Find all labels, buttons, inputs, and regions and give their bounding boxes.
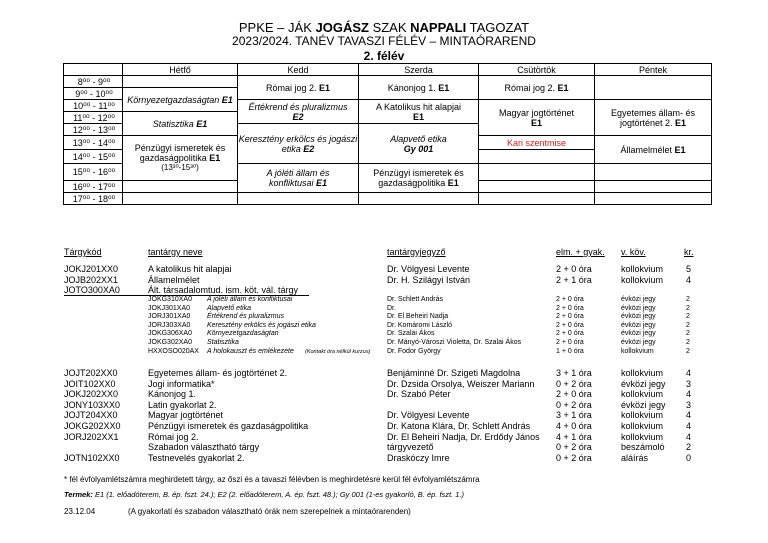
course-teacher: Dr. Völgyesi Levente (387, 410, 470, 421)
course-name: Szabadon választható tárgy (148, 442, 260, 453)
empty-cell (479, 181, 595, 193)
column-header: v. köv. (621, 247, 646, 257)
course-name: Latin gyakorlat 2. (148, 399, 217, 410)
course-hours: 4 + 0 óra (556, 421, 592, 431)
course-cr: 2 (686, 330, 690, 338)
time-slot: 12⁰⁰ - 13⁰⁰ (64, 124, 123, 136)
day-header: Péntek (595, 64, 712, 76)
course-name: Ált. társadalomtud. ism. köt. vál. tárgy (148, 285, 299, 295)
course-name: Alapvető etika (207, 304, 251, 312)
course-cr: 2 (686, 339, 690, 346)
course-name: A jóléti állam és konfliktusai (207, 296, 293, 303)
course-hours: 0 + 2 óra (556, 452, 592, 463)
course-teacher: Dr. El Beheiri Nadja, Dr. Erdődy János (387, 431, 540, 442)
class-cell: Statisztika E1 (123, 112, 238, 136)
course-exam: aláírás (621, 452, 649, 463)
course-code: JOKJ301XA0 (148, 304, 191, 312)
time-slot: 14⁰⁰ - 15⁰⁰ (64, 150, 123, 164)
class-cell: Környezetgazdaságtan E1 (123, 88, 238, 112)
course-cr: 2 (686, 313, 690, 321)
class-cell: Római jog 2. E1 (479, 76, 595, 100)
course-teacher: Benjáminné Dr. Szigeti Magdolna (387, 368, 521, 378)
time-slot: 11⁰⁰ - 12⁰⁰ (64, 112, 123, 124)
column-header: tantárgyjegyző (387, 247, 446, 257)
course-cr: 2 (686, 296, 690, 303)
course-name: Római jog 2. (148, 431, 199, 442)
course-teacher: Dr. Schlett András (387, 296, 444, 303)
course-name: Keresztény erkölcs és jogászi etika (207, 321, 316, 329)
timetable (63, 63, 712, 205)
course-name: Államelmélet (148, 274, 200, 285)
course-code: JOKG310XA0 (148, 296, 192, 303)
course-exam: évközi jegy (621, 296, 656, 303)
empty-cell (595, 181, 712, 193)
course-exam: évközi jegy (621, 399, 666, 410)
class-cell: Egyetemes állam- és jogtörténet 2. E1 (595, 100, 712, 136)
course-exam: kollokvium (621, 264, 664, 274)
course-teacher: Draskóczy Imre (387, 452, 450, 463)
time-slot: 8⁰⁰ - 9⁰⁰ (64, 76, 123, 88)
timetable-header-row (64, 64, 712, 76)
course-code: JOKJ201XX0 (64, 264, 119, 274)
course-hours: 0 + 2 óra (556, 442, 592, 453)
day-header: Szerda (359, 64, 479, 76)
course-code: JOJB202XX1 (64, 274, 119, 285)
course-note: (Kontakt óra nélkül kurzus) (305, 349, 371, 355)
course-exam: évközi jegy (621, 339, 656, 346)
course-hours: 2 + 0 óra (556, 339, 584, 346)
day-header: Csütörtök (479, 64, 595, 76)
empty-cell (479, 193, 595, 205)
class-cell: Értékrend és pluralizmus E2 (238, 100, 359, 124)
class-cell: Kánonjog 1. E1 (359, 76, 479, 100)
empty-cell (359, 193, 479, 205)
course-code: JOTO300XA0 (64, 285, 120, 295)
course-hours: 2 + 0 óra (556, 321, 584, 329)
empty-cell (123, 181, 238, 193)
class-cell: Magyar jogtörténet E1 (479, 100, 595, 136)
course-teacher: Dr. Fodor György (387, 348, 441, 355)
course-cr: 4 (686, 421, 692, 431)
course-hours: 2 + 0 óra (556, 389, 592, 400)
course-name: Statisztika (207, 339, 239, 346)
class-cell: Pénzügyi ismeretek és gazdaságpolitika E1 (13³⁰-15³⁰) (123, 136, 238, 181)
course-cr: 3 (686, 378, 692, 389)
course-code: JORJ303XA0 (148, 321, 191, 329)
course-cr: 4 (686, 389, 692, 400)
course-name: Értékrend és pluralizmus (207, 313, 285, 321)
time-slot: 10⁰⁰ - 11⁰⁰ (64, 100, 123, 112)
course-exam: kollokvium (621, 421, 664, 431)
empty-cell (595, 193, 712, 205)
course-cr: 2 (686, 321, 690, 329)
course-hours: 2 + 0 óra (556, 304, 584, 312)
course-teacher: Dr. El Beheiri Nadja (387, 313, 449, 321)
time-slot: 16⁰⁰ - 17⁰⁰ (64, 181, 123, 193)
divider (64, 295, 309, 296)
semester-label: 2. félév (363, 49, 405, 63)
course-hours: 1 + 0 óra (556, 348, 584, 355)
class-cell: Államelmélet E1 (595, 136, 712, 164)
course-exam: kollokvium (621, 348, 654, 355)
course-teacher: Dr. Szabó Péter (387, 389, 451, 400)
empty-cell (595, 164, 712, 181)
course-code: JOKJ202XX0 (64, 389, 119, 400)
date-label: 23.12.04 (64, 507, 96, 516)
empty-cell (238, 193, 359, 205)
course-cr: 4 (686, 368, 692, 378)
course-exam: kollokvium (621, 410, 664, 421)
course-teacher: Dr. Szalai Ákos (387, 330, 435, 338)
time-slot: 9⁰⁰ - 10⁰⁰ (64, 88, 123, 100)
time-slot: 13⁰⁰ - 14⁰⁰ (64, 136, 123, 150)
empty-cell (123, 76, 238, 88)
course-teacher: Dr. Völgyesi Levente (387, 264, 470, 274)
class-cell: Keresztény erkölcs és jogászi etika E2 (238, 124, 359, 164)
course-cr: 2 (686, 442, 692, 453)
footer-note: (A gyakorlati és szabadon választható órák nem szerepelnek a mintaórarenden) (128, 507, 411, 516)
course-hours: 2 + 0 óra (556, 296, 584, 303)
course-code: JOIT102XX0 (64, 378, 116, 389)
course-exam: évközi jegy (621, 378, 666, 389)
course-exam: kollokvium (621, 431, 664, 442)
course-hours: 2 + 0 óra (556, 330, 584, 338)
empty-cell (595, 76, 712, 100)
column-header: Tárgykód (64, 247, 102, 257)
course-cr: 2 (686, 304, 690, 312)
course-name: Kánonjog 1. (148, 389, 197, 400)
course-name: Jogi informatika* (148, 378, 215, 389)
empty-cell (479, 150, 595, 164)
course-teacher: Dr. Mányó-Városzi Violetta, Dr. Szalai Ákos (387, 339, 522, 346)
empty-cell (479, 164, 595, 181)
document-subtitle: 2023/2024. TANÉV TAVASZI FÉLÉV – MINTAÓRAREND (232, 34, 536, 48)
rooms-note: Termek: E1 (1. előadóterem, B. ép. fszt. 24.); E2 (2. előadóterem, A. ép. fszt. 48.); Gy 001 (1-es gyakorló, B. ép. fszt. 1.) (64, 490, 465, 499)
course-teacher: Dr. Komáromi László (387, 321, 452, 329)
course-exam: évközi jegy (621, 304, 656, 312)
time-slot: 15⁰⁰ - 16⁰⁰ (64, 164, 123, 181)
course-cr: 0 (686, 452, 692, 463)
course-hours: 0 + 2 óra (556, 378, 592, 389)
course-code: JOKG306XA0 (148, 330, 192, 338)
course-cr: 5 (686, 264, 692, 274)
course-teacher: Dr. Dzsida Orsolya, Weiszer Mariann (387, 378, 535, 389)
class-cell: Kari szentmise (479, 136, 595, 150)
course-code: JORJ301XA0 (148, 313, 191, 321)
course-hours: 2 + 0 óra (556, 313, 584, 321)
column-header: elm. + gyak. (556, 247, 605, 257)
course-teacher: Dr. Katona Klára, Dr. Schlett András (387, 421, 531, 431)
course-exam: évközi jegy (621, 330, 656, 338)
course-code: HXXOSO020AX (148, 348, 199, 355)
course-name: A holokauszt és emlékezete (207, 348, 294, 355)
course-exam: kollokvium (621, 368, 664, 378)
course-hours: 3 + 1 óra (556, 410, 592, 421)
course-teacher: tárgyvezető (387, 442, 434, 453)
course-exam: kollokvium (621, 274, 664, 285)
class-cell: Római jog 2. E1 (238, 76, 359, 100)
course-name: Pénzügyi ismeretek és gazdaságpolitika (148, 421, 309, 431)
course-hours: 2 + 1 óra (556, 274, 592, 285)
course-hours: 3 + 1 óra (556, 368, 592, 378)
course-code: JOJT202XX0 (64, 368, 118, 378)
course-exam: kollokvium (621, 389, 664, 400)
class-cell: A jóléti állam és konfliktusai E1 (238, 164, 359, 193)
course-code: JOJT204XX0 (64, 410, 118, 421)
course-hours: 0 + 2 óra (556, 399, 592, 410)
course-exam: évközi jegy (621, 321, 656, 329)
course-code: JOTN102XX0 (64, 452, 120, 463)
course-name: Egyetemes állam- és jogtörténet 2. (148, 368, 288, 378)
time-slot: 17⁰⁰ - 18⁰⁰ (64, 193, 123, 205)
footnote: * fél évfolyamlétszámra meghirdetett tárgy, az őszi és a tavaszi félévben is meghirdetésre kerül fél évfolyamlétszámra (64, 475, 480, 484)
class-cell: Pénzügyi ismeretek és gazdaságpolitika E1 (359, 164, 479, 193)
course-name: Környezetgazdaságtan (207, 330, 279, 338)
course-name: A katolikus hit alapjai (148, 264, 232, 274)
class-cell: A Katolikus hit alapjai E1 (359, 100, 479, 124)
class-cell: Alapvető etika Gy 001 (359, 124, 479, 164)
day-header: Hétfő (123, 64, 238, 76)
course-name: Magyar jogtörténet (148, 410, 224, 421)
course-cr: 4 (686, 274, 692, 285)
course-teacher: Dr. H. Szilágyi István (387, 274, 471, 285)
course-cr: 4 (686, 410, 692, 421)
course-code: JOKG302XA0 (148, 339, 192, 346)
document-title: PPKE – JÁK JOGÁSZ SZAK NAPPALI TAGOZAT (238, 20, 530, 35)
course-hours: 2 + 0 óra (556, 264, 592, 274)
course-cr: 3 (686, 399, 692, 410)
empty-cell (123, 193, 238, 205)
course-teacher: Dr. (387, 304, 396, 312)
corner-cell (64, 64, 123, 76)
course-exam: beszámoló (621, 442, 665, 453)
course-hours: 4 + 1 óra (556, 431, 592, 442)
column-header: kr. (684, 247, 694, 257)
column-header: tantárgy neve (148, 247, 203, 257)
course-cr: 2 (686, 348, 690, 355)
course-code: JORJ202XX1 (64, 431, 119, 442)
course-code: JOKG202XX0 (64, 421, 121, 431)
day-header: Kedd (238, 64, 359, 76)
course-name: Testnevelés gyakorlat 2. (148, 452, 245, 463)
course-cr: 4 (686, 431, 692, 442)
course-exam: évközi jegy (621, 313, 656, 321)
course-code: JONY103XX0 (64, 399, 121, 410)
